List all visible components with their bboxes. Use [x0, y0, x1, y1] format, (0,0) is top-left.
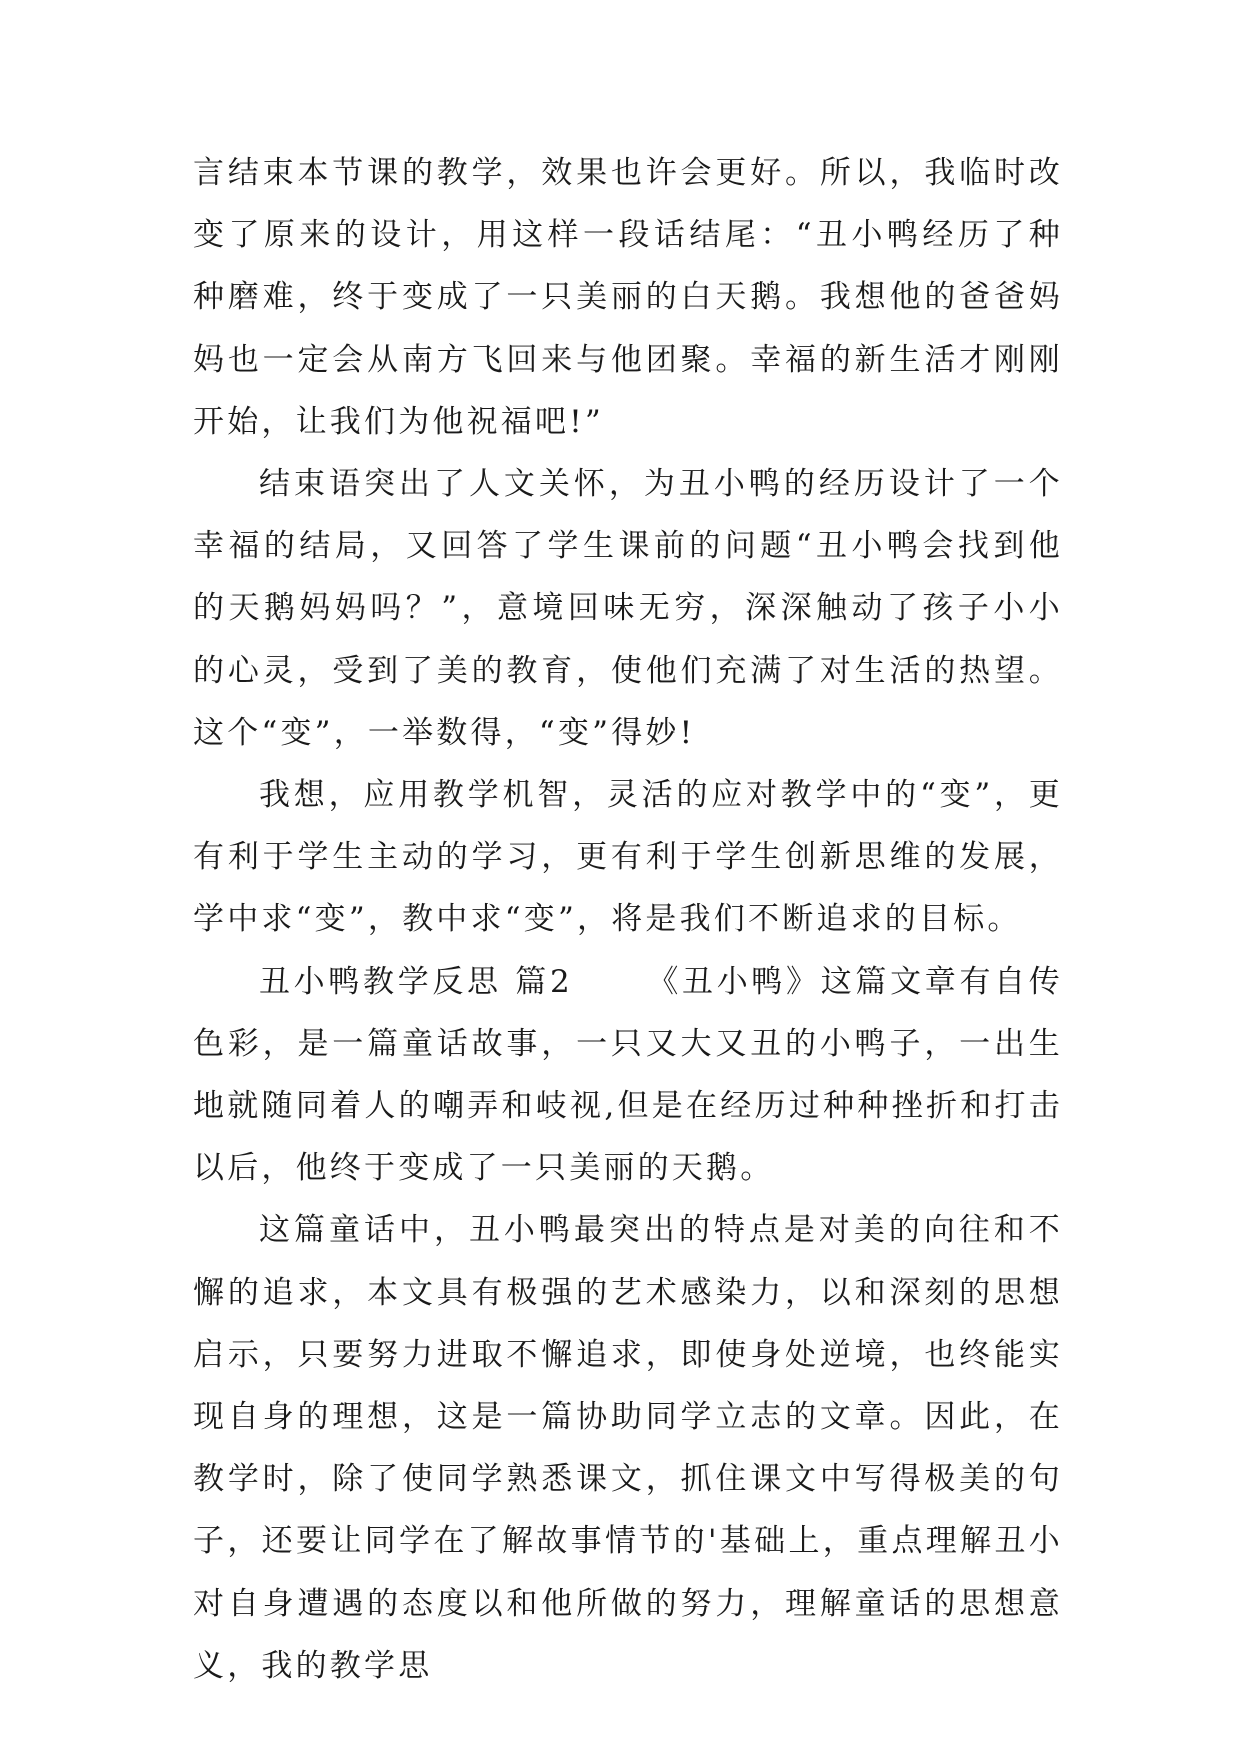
paragraph-1	[193, 142, 1063, 453]
paragraph-text: 《丑小鸭》这篇文章有自传色彩，是一篇童话故事，一只又大又丑的小鸭子，一出生地就随同着人的嘲弄和岐视,但是在经历过种种挫折和打击以后，他终于变成了一只美丽的天鹅。	[193, 963, 1063, 1187]
paragraph-5	[193, 1199, 1063, 1697]
paragraph-4	[193, 951, 1063, 1200]
section-heading: 丑小鸭教学反思 篇2	[259, 963, 573, 1000]
paragraph-text: 我想，应用教学机智，灵活的应对教学中的“变”，更有利于学生主动的学习，更有利于学生创新思维的发展，学中求“变”，教中求“变”，将是我们不断追求的目标。	[193, 777, 1063, 938]
paragraph-2	[193, 453, 1063, 764]
document-body	[193, 142, 1063, 1697]
paragraph-text: 言结束本节课的教学，效果也许会更好。所以，我临时改变了原来的设计，用这样一段话结尾：“丑小鸭经历了种种磨难，终于变成了一只美丽的白天鹅。我想他的爸爸妈妈也一定会从南方飞回来与他团聚。幸福的新生活才刚刚开始，让我们为他祝福吧!”	[193, 155, 1063, 440]
paragraph-text: 结束语突出了人文关怀，为丑小鸭的经历设计了一个幸福的结局，又回答了学生课前的问题“丑小鸭会找到他的天鹅妈妈吗？”，意境回味无穷，深深触动了孩子小小的心灵，受到了美的教育，使他们充满了对生活的热望。这个“变”，一举数得，“变”得妙!	[193, 466, 1063, 751]
paragraph-text: 这篇童话中，丑小鸭最突出的特点是对美的向往和不懈的追求，本文具有极强的艺术感染力，以和深刻的思想启示，只要努力进取不懈追求，即使身处逆境，也终能实现自身的理想，这是一篇协助同学立志的文章。因此，在教学时，除了使同学熟悉课文，抓住课文中写得极美的句子，还要让同学在了解故事情节的'基础上，重点理解丑小对自身遭遇的态度以和他所做的努力，理解童话的思想意义，我的教学思	[193, 1212, 1063, 1684]
paragraph-3	[193, 764, 1063, 951]
